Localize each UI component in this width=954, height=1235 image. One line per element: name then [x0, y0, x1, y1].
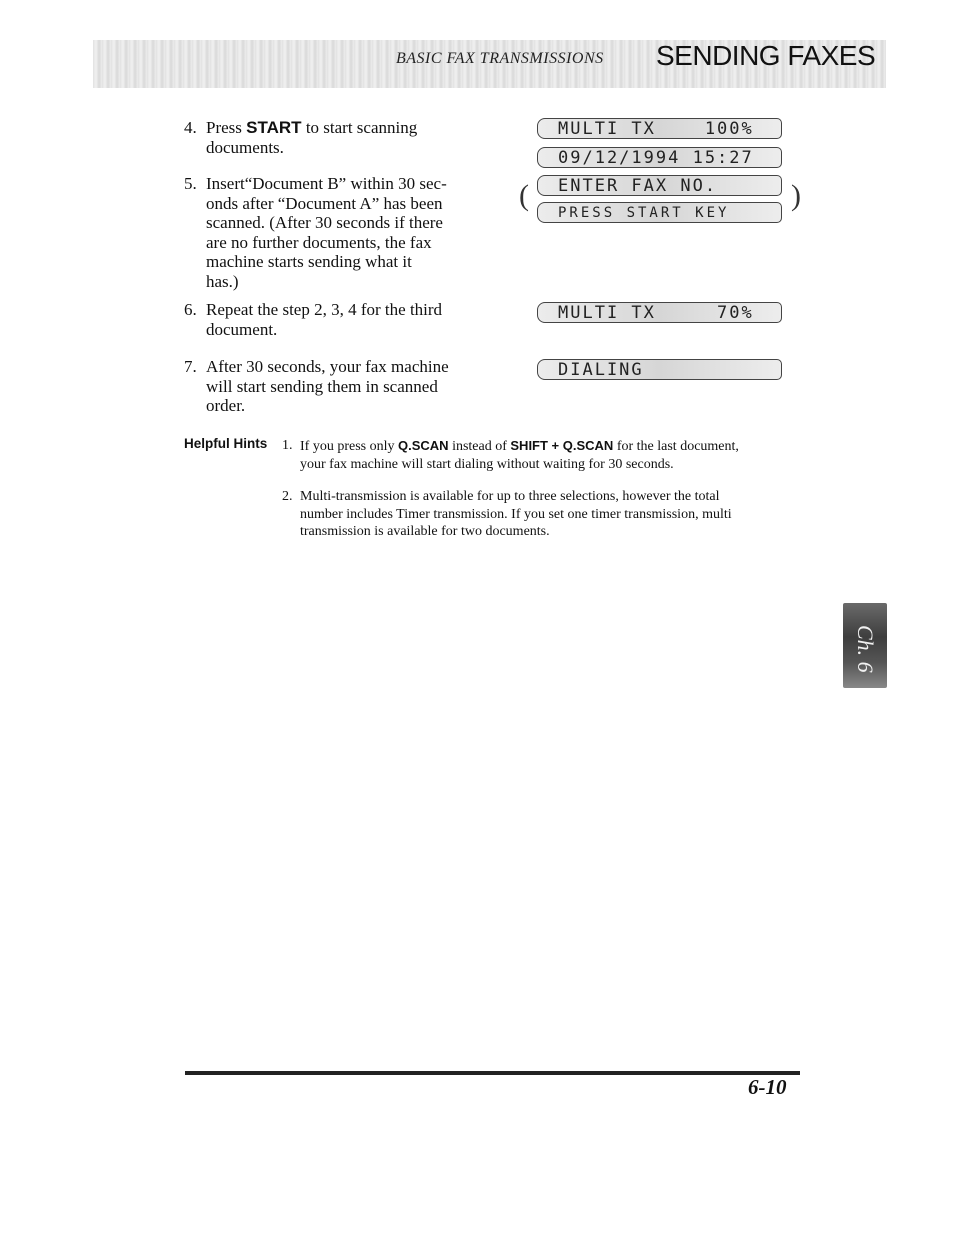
section-label: BASIC FAX TRANSMISSIONS — [396, 50, 604, 67]
helpful-hints-label: Helpful Hints — [184, 436, 268, 451]
hint-2: 2. Multi-transmission is available for up to three selections, however the total number includes Timer transmission. If you set one timer transmission, multi transmission is available for two documents. — [282, 489, 732, 539]
step-4: 4. Press START to start scanning documents. — [184, 118, 418, 157]
lcd-date-time: 09/12/1994 15:27 — [537, 147, 782, 168]
step-number: 5. — [184, 174, 197, 193]
lcd-dialing: DIALING — [537, 359, 782, 380]
hint-number: 2. — [282, 489, 293, 504]
step-number: 6. — [184, 300, 197, 319]
chapter-title: SENDING FAXES — [656, 40, 876, 71]
lcd-enter-fax-no: ENTER FAX NO. — [537, 175, 782, 196]
step-7: 7. After 30 seconds, your fax machine will start sending them in scanned order. — [184, 357, 449, 416]
qscan-key-name: Q.SCAN — [398, 438, 449, 453]
right-bracket-icon: ) — [791, 179, 801, 212]
hint-1: 1. If you press only Q.SCAN instead of SHIFT + Q.SCAN for the last document, your fax machine will start dialing without waiting for 30 seconds. — [282, 438, 739, 472]
left-bracket-icon: ( — [519, 179, 529, 212]
chapter-tab-label: Ch. 6 — [853, 625, 878, 673]
lcd-press-start-key: PRESS START KEY — [537, 202, 782, 223]
page-number: 6-10 — [748, 1075, 787, 1099]
step-number: 4. — [184, 118, 197, 137]
footer-rule — [185, 1071, 800, 1075]
lcd-multi-tx-100: MULTI TX 100% — [537, 118, 782, 139]
hint-number: 1. — [282, 438, 293, 453]
step-6: 6. Repeat the step 2, 3, 4 for the third document. — [184, 300, 443, 339]
shift-qscan-key-name: SHIFT + Q.SCAN — [510, 438, 614, 453]
step-number: 7. — [184, 357, 197, 376]
lcd-multi-tx-70: MULTI TX 70% — [537, 302, 782, 323]
step-5: 5. Insert“Document B” within 30 sec- onds after “Document A” has been scanned. (After 30 seconds if there are no further documents, the fax machine starts sending what it has.) — [184, 174, 447, 291]
start-key-name: START — [246, 118, 302, 137]
